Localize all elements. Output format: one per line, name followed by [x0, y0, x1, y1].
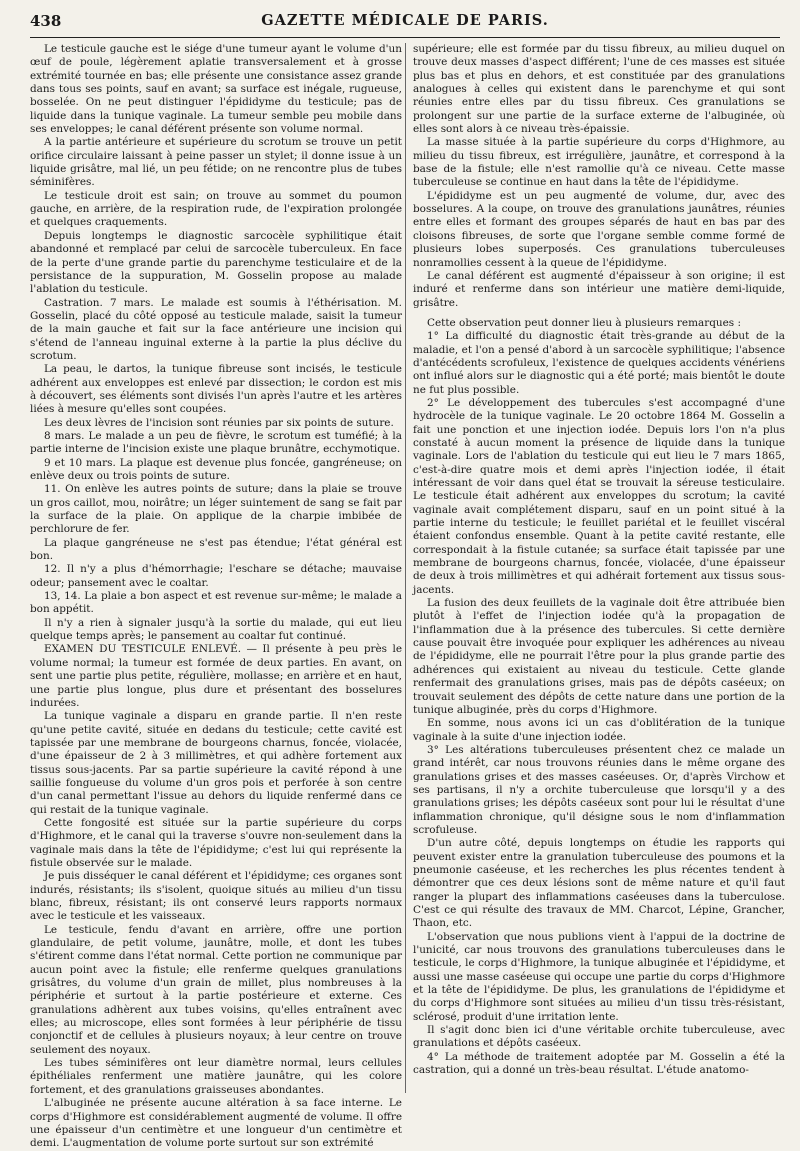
paragraph: 8 mars. Le malade a un peu de fièvre, le scrotum est tuméfié; à la partie interne de l'incision existe une plaque brunâtre, ecchymotique.	[30, 429, 402, 456]
paragraph: Castration. 7 mars. Le malade est soumis à l'éthérisation. M. Gosselin, placé du côté opposé au testicule malade, saisit la tumeur de la main gauche et fait sur la face antérieure une incision qui s'étend de l'anneau inguinal externe à la partie la plus déclive du scrotum.	[30, 296, 402, 362]
journal-title: GAZETTE MÉDICALE DE PARIS.	[261, 12, 549, 29]
paragraph: La fusion des deux feuillets de la vaginale doit être attribuée bien plutôt à l'effet de l'injection iodée qu'à la propagation de l'inflammation due à la présence des tubercules. Si cette dernière cause pouvait être invoquée pour expliquer les adhérences au niveau de l'épididyme, elle ne pourrait l'être pour la plus grande partie des adhérences qui existaient au niveau du testicule. Cette glande renfermait des granulations grises, mais pas de dépôts caséeux; on trouvait seulement des dépôts de cette nature dans une portion de la tunique albuginée, près du corps d'Highmore.	[413, 597, 785, 716]
paragraph: La tunique vaginale a disparu en grande partie. Il n'en reste qu'une petite cavité, située en dedans du testicule; cette cavité est tapissée par une membrane de bourgeons charnus, foncée, violacée, d'une épaisseur de 2 à 3 millimètres, et qui adhère fortement aux tissus sous-jacents. Par sa partie supérieure la cavité répond à une saillie fongueuse du volume d'un gros pois et perforée à son centre d'un canal permettant l'issue au dehors du liquide renfermé dans ce qui restait de la tunique vaginale.	[30, 710, 402, 816]
paragraph: 2° Le développement des tubercules s'est accompagné d'une hydrocèle de la tunique vaginale. Le 20 octobre 1864 M. Gosselin a fait une ponction et une injection iodée. Depuis lors l'on n'a plus constaté à aucun moment la présence de liquide dans la tunique vaginale. Lors de l'ablation du testicule qui eut lieu le 7 mars 1865, c'est-à-dire quatre mois et demi après l'injection iodée, il était intéressant de voir dans quel état se trouvait la séreuse testiculaire. Le testicule était adhérent aux enveloppes du scrotum; la cavité vaginale avait complétement disparu, sauf en un point situé à la partie interne du testicule; le feuillet pariétal et le feuillet viscéral étaient confondus ensemble. Quant à la petite cavité restante, elle correspondait à la fistule cutanée; sa surface était tapissée par une membrane de bourgeons charnus, foncée, violacée, d'une épaisseur de deux à trois millimètres et qui adhérait fortement aux tissus sous-jacents.	[413, 396, 785, 596]
paragraph: 13, 14. La plaie a bon aspect et est revenue sur-même; le malade a bon appétit.	[30, 590, 402, 616]
paragraph: Il n'y a rien à signaler jusqu'à la sortie du malade, qui eut lieu quelque temps après; le pansement au coaltar fut continué.	[30, 616, 402, 643]
paragraph: 12. Il n'y a plus d'hémorrhagie; l'eschare se détache; mauvaise odeur; pansement avec le coaltar.	[30, 563, 402, 589]
paragraph: 1° La difficulté du diagnostic était très-grande au début de la maladie, et l'on a pensé d'abord à un sarcocèle syphilitique; l'absence d'antécédents scrofuleux, l'existence de quelques accidents vénériens ont influé alors sur le diagnostic qui a été porté; mais bientôt le doute ne fut plus possible.	[413, 330, 785, 396]
section-heading-paragraph: EXAMEN DU TESTICULE ENLEVÉ. — Il présente à peu près le volume normal; la tumeur est formée de deux parties. En avant, on sent une partie plus petite, régulière, mollasse; en arrière et en haut, une partie plus longue, plus dure et présentant des bosselures indurées.	[30, 643, 402, 709]
paragraph: Les deux lèvres de l'incision sont réunies par six points de suture.	[44, 416, 394, 429]
paragraph: En somme, nous avons ici un cas d'oblitération de la tunique vaginale à la suite d'une injection iodée.	[413, 717, 785, 743]
paragraph: L'observation que nous publions vient à l'appui de la doctrine de l'unicité, car nous trouvons des granulations tuberculeuses dans le testicule, le corps d'Highmore, la tunique albuginée et l'épididyme, et aussi une masse caséeuse qui occupe une partie du corps d'Highmore et la tête de l'épididyme. De plus, les granulations de l'épididyme et du corps d'Highmore sont situées au milieu d'un tissu très-résistant, sclérosé, produit d'une irritation lente.	[413, 930, 785, 1023]
paragraph: Le testicule gauche est le siége d'une tumeur ayant le volume d'un œuf de poule, légèrement aplatie transversalement et à grosse extrémité tournée en bas; elle présente une consistance assez grande dans tous ses points, sauf en avant; sa surface est inégale, rugueuse, bosselée. On ne peut distinguer l'épididyme du testicule; pas de liquide dans la tunique vaginale. La tumeur semble peu mobile dans ses enveloppes; le canal déférent présente son volume normal.	[30, 43, 402, 136]
paragraph: supérieure; elle est formée par du tissu fibreux, au milieu duquel on trouve deux masses d'aspect différent; l'une de ces masses est située plus bas et plus en dehors, et est constituée par des granulations analogues à celles qui existent dans le parenchyme et qui sont réunies entre elles par du tissu fibreux. Ces granulations se prolongent sur une partie de la surface externe de l'albuginée, où elles sont alors à ce niveau très-épaissie.	[413, 43, 785, 136]
paragraph: Le testicule, fendu d'avant en arrière, offre une portion glandulaire, de petit volume, jaunâtre, molle, et dont les tubes s'étirent comme dans l'état normal. Cette portion ne communique par aucun point avec la fistule; elle renferme quelques granulations grisâtres, du volume d'un grain de millet, plus nombreuses à la périphérie et surtout à la partie postérieure et externe. Ces granulations adhèrent aux tubes voisins, qu'elles entraînent avec elles; au microscope, elles sont formées à leur périphérie de tissu conjonctif et de cellules à plusieurs noyaux; à leur centre on trouve seulement des noyaux.	[30, 923, 402, 1056]
paragraph: Le testicule droit est sain; on trouve au sommet du poumon gauche, en arrière, de la respiration rude, de l'expiration prolongée et quelques craquements.	[30, 189, 402, 229]
paragraph: La plaque gangréneuse ne s'est pas étendue; l'état général est bon.	[30, 536, 402, 563]
paragraph: Je puis disséquer le canal déférent et l'épididyme; ces organes sont indurés, résistants; ils s'isolent, quoique situés au milieu d'un tissu blanc, fibreux, résistant; ils ont conservé leurs rapports normaux avec le testicule et les vaisseaux.	[30, 870, 402, 923]
left-column	[30, 43, 402, 1150]
paragraph: 9 et 10 mars. La plaque est devenue plus foncée, gangréneuse; on enlève deux ou trois points de suture.	[30, 456, 402, 482]
paragraph: La masse située à la partie supérieure du corps d'Highmore, au milieu du tissu fibreux, est irrégulière, jaunâtre, et correspond à la base de la fistule; elle n'est ramollie qu'à ce niveau. Cette masse tuberculeuse se continue en haut dans la tête de l'épididyme.	[413, 136, 785, 189]
paragraph: La peau, le dartos, la tunique fibreuse sont incisés, le testicule adhérent aux enveloppes est enlevé par dissection; le cordon est mis à découvert, ses éléments sont divisés l'un après l'autre et les artères liées à mesure qu'elles sont coupées.	[30, 363, 402, 416]
paragraph: L'albuginée ne présente aucune altération à sa face interne. Le corps d'Highmore est considérablement augmenté de volume. Il offre une épaisseur d'un centimètre et une longueur d'un centimètre et demi. L'augmentation de volume porte surtout sur son extrémité	[30, 1097, 402, 1150]
paragraph: L'épididyme est un peu augmenté de volume, dur, avec des bosselures. A la coupe, on trouve des granulations jaunâtres, réunies entre elles et formant des groupes séparés de haut en bas par des cloisons fibreuses, de sorte que l'organe semble comme formé de plusieurs lobes superposés. Ces granulations tuberculeuses nonramollies cessent à la queue de l'épididyme.	[413, 189, 785, 269]
paragraph: A la partie antérieure et supérieure du scrotum se trouve un petit orifice circulaire laissant à peine passer un stylet; il donne issue à un liquide grisâtre, mal lié, un peu fétide; on ne rencontre plus de tubes séminifères.	[30, 136, 402, 189]
page-header	[30, 12, 780, 34]
paragraph: Le canal déférent est augmenté d'épaisseur à son origine; il est induré et renferme dans son intérieur une matière demi-liquide, grisâtre.	[413, 269, 785, 309]
paragraph: Les tubes séminifères ont leur diamètre normal, leurs cellules épithéliales renferment une matière jaunâtre, qui les colore fortement, et des granulations graisseuses abondantes.	[30, 1057, 402, 1096]
header-rule	[30, 37, 780, 38]
remarks-intro: Cette observation peut donner lieu à plusieurs remarques :	[427, 316, 741, 329]
paragraph: 4° La méthode de traitement adoptée par M. Gosselin a été la castration, qui a donné un très-beau résultat. L'étude anatomo-	[413, 1050, 785, 1077]
right-column	[413, 43, 785, 1095]
paragraph: 3° Les altérations tuberculeuses présentent chez ce malade un grand intérêt, car nous trouvons réunies dans le même organe des granulations grises et des masses caséeuses. Or, d'après Virchow et ses partisans, il n'y a orchite tuberculeuse que lorsqu'il y a des granulations grises; les dépôts caséeux sont pour lui le résultat d'une inflammation chronique, qu'il désigne sous le nom d'inflammation scrofuleuse.	[413, 743, 785, 836]
page-number: 438	[30, 12, 62, 30]
column-divider	[405, 43, 406, 1093]
paragraph: D'un autre côté, depuis longtemps on étudie les rapports qui peuvent exister entre la granulation tuberculeuse des poumons et la pneumonie caséeuse, et les recherches les plus récentes tendent à démontrer que ces deux lésions sont de même nature et qu'il faut ranger la plupart des inflammations caséeuses dans la tuberculose. C'est ce qui résulte des travaux de MM. Charcot, Lépine, Grancher, Thaon, etc.	[413, 837, 785, 930]
paragraph: 11. On enlève les autres points de suture; dans la plaie se trouve un gros caillot, mou, noirâtre; un léger suintement de sang se fait par la surface de la plaie. On applique de la charpie imbibée de perchlorure de fer.	[30, 483, 402, 536]
paragraph: Cette fongosité est située sur la partie supérieure du corps d'Highmore, et le canal qui la traverse s'ouvre non-seulement dans la vaginale mais dans la tête de l'épididyme; c'est lui qui représente la fistule observée sur le malade.	[30, 816, 402, 869]
paragraph: Il s'agit donc bien ici d'une véritable orchite tuberculeuse, avec granulations et dépôts caséeux.	[413, 1024, 785, 1050]
paragraph: Depuis longtemps le diagnostic sarcocèle syphilitique était abandonné et remplacé par celui de sarcocèle tuberculeux. En face de la perte d'une grande partie du parenchyme testiculaire et de la persistance de la suppuration, M. Gosselin propose au malade l'ablation du testicule.	[30, 229, 402, 296]
